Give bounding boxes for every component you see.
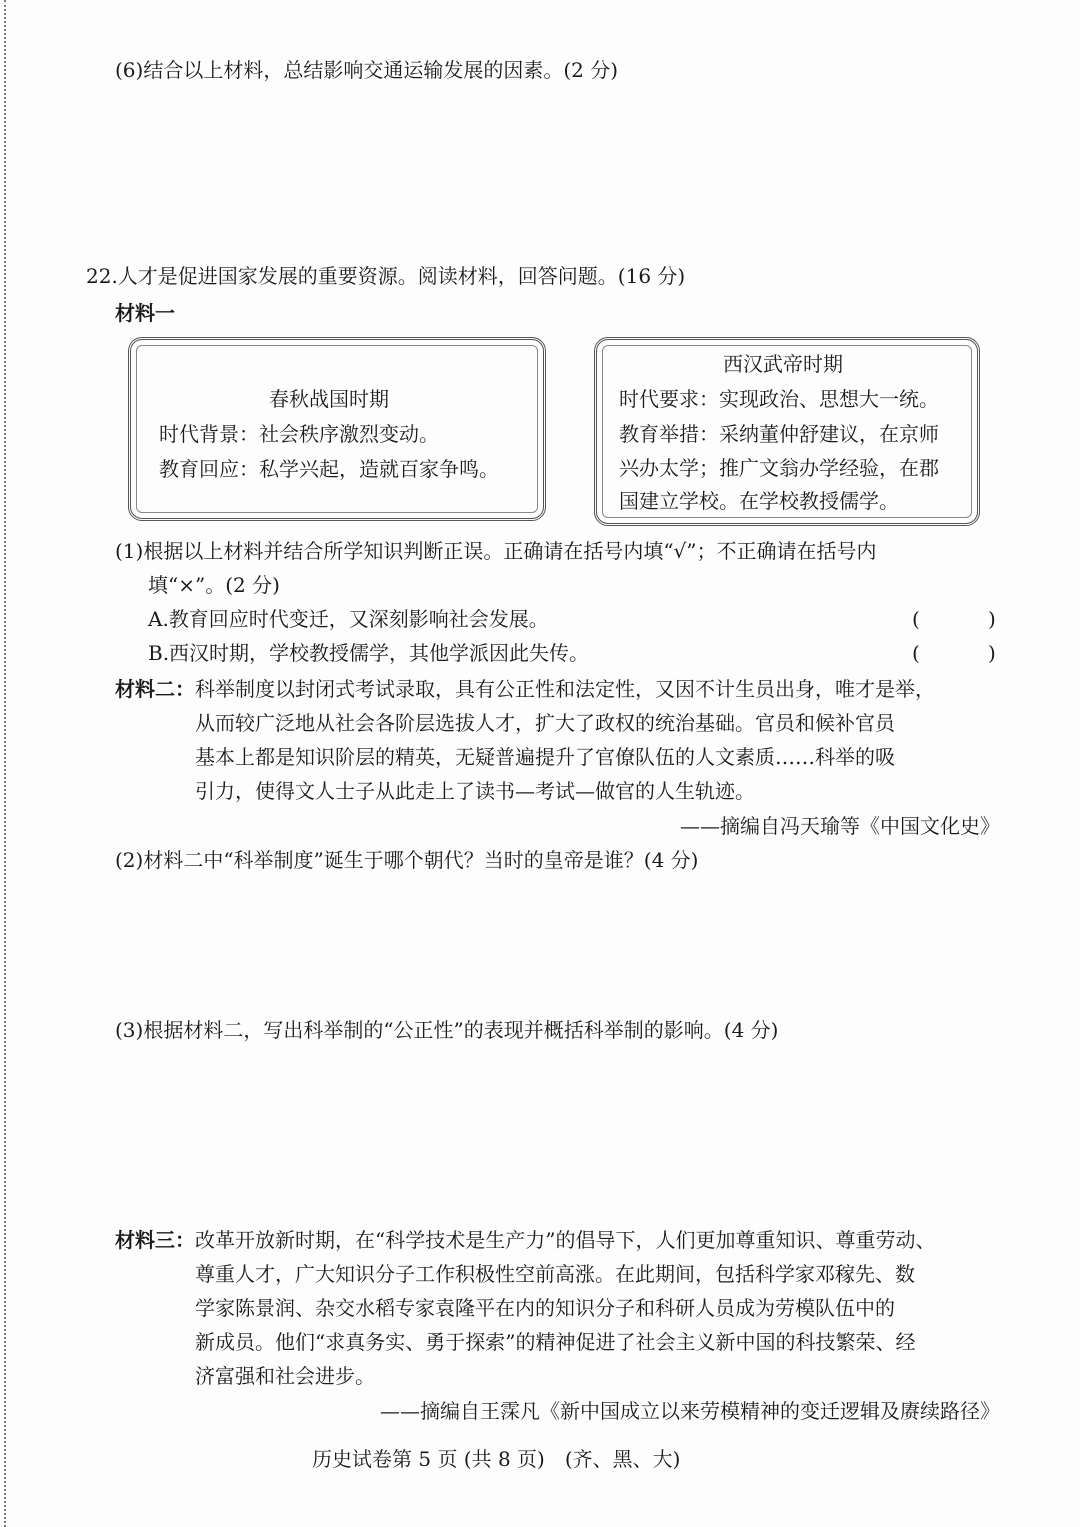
sub-question-1-line1: (1)根据以上材料并结合所学知识判断正误。正确请在括号内填“√”；不正确请在括号内: [115, 539, 877, 563]
page-footer: 历史试卷第 5 页 (共 8 页) (齐、黑、大): [312, 1447, 681, 1471]
material-2-line3: 基本上都是知识阶层的精英，无疑普遍提升了官僚队伍的人文素质……科举的吸: [195, 745, 895, 769]
option-b: B.西汉时期，学校教授儒学，其他学派因此失传。: [148, 641, 590, 665]
material-3-line4: 新成员。他们“求真务实、勇于探索”的精神促进了社会主义新中国的科技繁荣、经: [195, 1330, 916, 1354]
option-b-paren-close[interactable]: ): [988, 641, 996, 665]
material-3-line5: 济富强和社会进步。: [195, 1364, 375, 1388]
box2-title: 西汉武帝时期: [723, 352, 843, 376]
sub-question-3: (3)根据材料二，写出科举制的“公正性”的表现并概括科举制的影响。(4 分): [115, 1018, 779, 1042]
material-2-line1: 科举制度以封闭式考试录取，具有公正性和法定性，又因不计生员出身，唯才是举，: [195, 677, 935, 701]
option-a-paren-open[interactable]: (: [912, 607, 920, 631]
box2-line1: 时代要求：实现政治、思想大一统。: [619, 387, 939, 411]
material-2-line2: 从而较广泛地从社会各阶层选拔人才，扩大了政权的统治基础。官员和候补官员: [195, 711, 895, 735]
box1-line1: 时代背景：社会秩序激烈变动。: [159, 422, 439, 446]
option-a-paren-close[interactable]: ): [988, 607, 996, 631]
material-3-label: 材料三：: [115, 1228, 195, 1252]
material-3-line3: 学家陈景润、杂交水稻专家袁隆平在内的知识分子和科研人员成为劳模队伍中的: [195, 1296, 895, 1320]
question-6: (6)结合以上材料，总结影响交通运输发展的因素。(2 分): [115, 58, 619, 82]
sub-question-1-line2: 填“×”。(2 分): [148, 573, 280, 597]
material-2-label: 材料二：: [115, 677, 195, 701]
material-3-source: ——摘编自王霂凡《新中国成立以来劳模精神的变迁逻辑及赓续路径》: [380, 1399, 1000, 1423]
option-b-paren-open[interactable]: (: [912, 641, 920, 665]
box2-line3: 兴办太学；推广文翁办学经验，在郡: [619, 456, 939, 480]
material-1-box-western-han: [594, 337, 980, 526]
box1-line2: 教育回应：私学兴起，造就百家争鸣。: [159, 457, 499, 481]
material-1-box-spring-autumn: [128, 337, 546, 521]
sub-question-2: (2)材料二中“科举制度”诞生于哪个朝代？当时的皇帝是谁？(4 分): [115, 848, 699, 872]
binding-margin-dotted-line: [4, 0, 6, 1527]
material-1-label: 材料一: [115, 301, 175, 325]
question-22-title: 22.人才是促进国家发展的重要资源。阅读材料，回答问题。(16 分): [86, 264, 686, 288]
box2-line4: 国建立学校。在学校教授儒学。: [619, 489, 899, 513]
material-2-line4: 引力，使得文人士子从此走上了读书—考试—做官的人生轨迹。: [195, 779, 755, 803]
box1-title: 春秋战国时期: [269, 387, 389, 411]
box2-line2: 教育举措：采纳董仲舒建议，在京师: [619, 422, 939, 446]
option-a: A.教育回应时代变迁，又深刻影响社会发展。: [148, 607, 549, 631]
material-3-line2: 尊重人才，广大知识分子工作积极性空前高涨。在此期间，包括科学家邓稼先、数: [195, 1262, 915, 1286]
material-3-line1: 改革开放新时期，在“科学技术是生产力”的倡导下，人们更加尊重知识、尊重劳动、: [195, 1228, 936, 1252]
material-2-source: ——摘编自冯天瑜等《中国文化史》: [680, 814, 1000, 838]
